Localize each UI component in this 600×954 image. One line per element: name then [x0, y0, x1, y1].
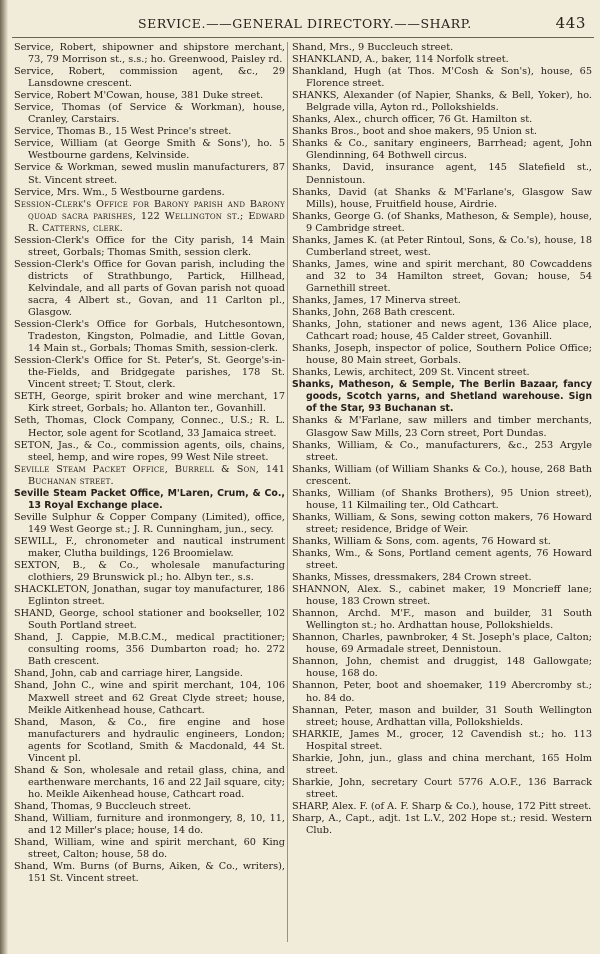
directory-entry: Shanks Bros., boot and shoe makers, 95 Union st.	[292, 126, 537, 138]
directory-entry: Service, Thomas (of Service & Workman), house, Cranley, Carstairs.	[14, 102, 285, 126]
directory-entry: Session-Clerk's Office for St. Peter's, St. George's-in-the-Fields, and Bridgegate parishes, 178 St. Vincent street; T. Stout, clerk.	[14, 355, 285, 391]
directory-entry: Shand, John, cab and carriage hirer, Langside.	[14, 668, 243, 680]
directory-entry: Shanks, Misses, dressmakers, 284 Crown street.	[292, 572, 532, 584]
directory-entry: Shanks, John, stationer and news agent, 136 Alice place, Cathcart road; house, 45 Calder street, Govanhill.	[292, 319, 592, 343]
directory-entry: Service, William (at George Smith & Sons'), ho. 5 Westbourne gardens, Kelvinside.	[14, 138, 285, 162]
directory-entry: SETH, George, spirit broker and wine merchant, 17 Kirk street, Gorbals; ho. Allanton ter., Govanhill.	[14, 391, 285, 415]
directory-entry: Service, Robert, commission agent, &c., 29 Lansdowne crescent.	[14, 66, 285, 90]
directory-entry: Shannon, Charles, pawnbroker, 4 St. Joseph's place, Calton; house, 69 Armadale street, Dennistoun.	[292, 632, 592, 656]
column-divider	[287, 42, 288, 942]
directory-entry: Shanks, Lewis, architect, 209 St. Vincent street.	[292, 367, 530, 379]
directory-entry: Shand, Wm. Burns (of Burns, Aiken, & Co., writers), 151 St. Vincent street.	[14, 861, 285, 885]
directory-entry: Shanks, David, insurance agent, 145 Slatefield st., Dennistoun.	[292, 162, 592, 186]
directory-entry: SHANKS, Alexander (of Napier, Shanks, & Bell, Yoker), ho. Belgrade villa, Ayton rd., Pollokshields.	[292, 90, 592, 114]
directory-entry: SHARP, Alex. F. (of A. F. Sharp & Co.), house, 172 Pitt street.	[292, 800, 592, 812]
directory-entry: Service, Mrs. Wm., 5 Westbourne gardens.	[14, 186, 225, 198]
directory-entry: Service, Robert M'Cowan, house, 381 Duke street.	[14, 90, 264, 102]
directory-entry: Seville Steam Packet Office, M'Laren, Crum, & Co., 13 Royal Exchange place.	[14, 487, 285, 511]
directory-entry: Shanks, William, & Co., manufacturers, &c., 253 Argyle street.	[292, 439, 592, 463]
directory-entry: Sharkie, John, jun., glass and china merchant, 165 Holm street.	[292, 752, 592, 776]
directory-entry: Shanks, Matheson, & Semple, The Berlin Bazaar, fancy goods, Scotch yarns, and Shetland warehouse. Sign of the Star, 93 Buchanan st.	[292, 379, 592, 415]
directory-entry: SHAND, George, school stationer and bookseller, 102 South Portland street.	[14, 608, 285, 632]
page-number: 443	[555, 14, 586, 32]
directory-entry: Shanks, Wm., & Sons, Portland cement agents, 76 Howard street.	[292, 547, 592, 572]
directory-entry: Shannan, Peter, mason and builder, 31 South Wellington street; house, Ardhattan villa, Pollokshields.	[292, 704, 592, 728]
directory-entry: Shanks, William (of Shanks Brothers), 95 Union street), house, 11 Kilmailing ter., Old Cathcart.	[292, 487, 592, 511]
directory-entry: Shanks & M'Farlane, saw millers and timber merchants, Glasgow Saw Mills, 23 Corn street, Port Dundas.	[292, 415, 592, 439]
directory-entry: Shanks, David (at Shanks & M'Farlane's, Glasgow Saw Mills), house, Fruitfield house, Airdrie.	[292, 186, 592, 210]
directory-entry: Shand, William, wine and spirit merchant, 60 King street, Calton; house, 58 do.	[14, 837, 285, 861]
directory-entry: Service & Workman, sewed muslin manufacturers, 87 St. Vincent street.	[14, 162, 285, 186]
directory-entry: Shand, John C., wine and spirit merchant, 104, 106 Maxwell street and 62 Great Clyde street; house, Meikle Aitkenhead house, Cathcart.	[14, 680, 285, 716]
directory-entry: Shand, William, furniture and ironmongery, 8, 10, 11, and 12 Miller's place; house, 14 do.	[14, 813, 285, 837]
directory-entry: Shanks, Joseph, inspector of police, Southern Police Office; house, 80 Main street, Gorbals.	[292, 343, 592, 367]
directory-entry: Seville Steam Packet Office, Burrell & Son, 141 Buchanan street.	[14, 463, 285, 487]
directory-entry: SETON, Jas., & Co., commission agents, oils, chains, steel, hemp, and wire ropes, 99 West Nile street.	[14, 439, 285, 463]
directory-entry: Seth, Thomas, Clock Company, Connec., U.S.; R. L. Hector, sole agent for Scotland, 33 Jamaica street.	[14, 415, 285, 439]
directory-entry: Shannon, Archd. M'F., mason and builder, 31 South Wellington st.; ho. Ardhattan house, Pollokshields.	[292, 608, 592, 632]
directory-entry: SEWILL, F., chronometer and nautical instrument maker, Clutha buildings, 126 Broomielaw.	[14, 535, 285, 559]
directory-entry: Shand, Thomas, 9 Buccleuch street.	[14, 800, 192, 812]
directory-entry: Shand, Mason, & Co., fire engine and hose manufacturers and hydraulic engineers, London; agents for Scotland, Smith & Macdonald, 44 St. Vincent pl.	[14, 716, 285, 764]
directory-entry: Service, Robert, shipowner and shipstore merchant, 73, 79 Morrison st., s.s.; ho. Greenwood, Paisley rd.	[14, 42, 285, 66]
directory-entry: Seville Sulphur & Copper Company (Limited), office, 149 West George st.; J. R. Cunningham, jun., secy.	[14, 511, 285, 535]
directory-entry: SHANKLAND, A., baker, 114 Norfolk street.	[292, 54, 509, 66]
running-header	[96, 14, 594, 34]
directory-entry: Shanks, John, 268 Bath crescent.	[292, 307, 456, 319]
header-title: SERVICE.——GENERAL DIRECTORY.——SHARP.	[138, 16, 472, 31]
header-rule	[12, 37, 594, 38]
directory-entry: Shand, Mrs., 9 Buccleuch street.	[292, 42, 454, 53]
directory-entry: Shanks, James, wine and spirit merchant, 80 Cowcaddens and 32 to 34 Hamilton street, Govan; house, 54 Garnethill street.	[292, 258, 592, 294]
directory-entry: SHANNON, Alex. S., cabinet maker, 19 Moncrieff lane; house, 183 Crown street.	[292, 584, 592, 608]
directory-entry: Sharp, A., Capt., adjt. 1st L.V., 202 Hope st.; resid. Western Club.	[292, 813, 592, 837]
directory-entry: Shanks, James, 17 Minerva street.	[292, 294, 461, 306]
directory-entry: Shanks, William & Sons, com. agents, 76 Howard st.	[292, 535, 551, 547]
directory-entry: SHARKIE, James M., grocer, 12 Cavendish st.; ho. 113 Hospital street.	[292, 728, 592, 752]
directory-entry: Shankland, Hugh (at Thos. M'Cosh & Son's), house, 65 Florence street.	[292, 66, 592, 90]
directory-entry: SHACKLETON, Jonathan, sugar toy manufacturer, 186 Eglinton street.	[14, 584, 285, 608]
page-binding-edge	[0, 0, 8, 954]
directory-entry: Session-Clerk's Office for Govan parish, including the districts of Strathbungo, Partick, Hillhead, Kelvindale, and all parts of Govan parish not quoad sacra, 4 Albert st., Govan, and 11 Carlton pl., Glasgow.	[14, 258, 285, 319]
directory-entry: Service, Thomas B., 15 West Prince's street.	[14, 126, 232, 138]
left-column	[14, 42, 285, 942]
directory-entry: Sharkie, John, secretary Court 5776 A.O.F., 136 Barrack street.	[292, 776, 592, 800]
directory-entry: Shannon, John, chemist and druggist, 148 Gallowgate; house, 168 do.	[292, 656, 592, 680]
directory-entry: Shanks, William, & Sons, sewing cotton makers, 76 Howard street; residence, Bridge of Weir.	[292, 511, 592, 535]
directory-entry: Shanks & Co., sanitary engineers, Barrhead; agent, John Glendinning, 64 Bothwell circus.	[292, 138, 592, 162]
directory-entry: Session-Clerk's Office for Barony parish and Barony quoad sacra parishes, 122 Wellington st.; Edward R. Catterns, clerk.	[14, 198, 285, 234]
directory-entry: Session-Clerk's Office for Gorbals, Hutchesontown, Tradeston, Kingston, Polmadie, and Little Govan, 14 Main st., Gorbals; Thomas Smith, session-clerk.	[14, 319, 285, 355]
directory-entry: SEXTON, B., & Co., wholesale manufacturing clothiers, 29 Brunswick pl.; ho. Albyn ter., s.s.	[14, 560, 285, 584]
right-column	[292, 42, 592, 942]
directory-entry: Shand & Son, wholesale and retail glass, china, and earthenware merchants, 16 and 22 Jail square, city; ho. Meikle Aikenhead house, Cathcart road.	[14, 764, 285, 800]
directory-entry: Shanks, James K. (at Peter Rintoul, Sons, & Co.'s), house, 18 Cumberland street, west.	[292, 234, 592, 258]
directory-entry: Shanks, George G. (of Shanks, Matheson, & Semple), house, 9 Cambridge street.	[292, 210, 592, 234]
directory-entry: Shanks, Alex., church officer, 76 Gt. Hamilton st.	[292, 114, 533, 126]
directory-entry: Shanks, William (of William Shanks & Co.), house, 268 Bath crescent.	[292, 463, 592, 487]
directory-entry: Session-Clerk's Office for the City parish, 14 Main street, Gorbals; Thomas Smith, session clerk.	[14, 234, 285, 258]
directory-entry: Shand, J. Cappie, M.B.C.M., medical practitioner; consulting rooms, 356 Dumbarton road; ho. 272 Bath crescent.	[14, 632, 285, 668]
directory-entry: Shannon, Peter, boot and shoemaker, 119 Abercromby st.; ho. 84 do.	[292, 680, 592, 704]
